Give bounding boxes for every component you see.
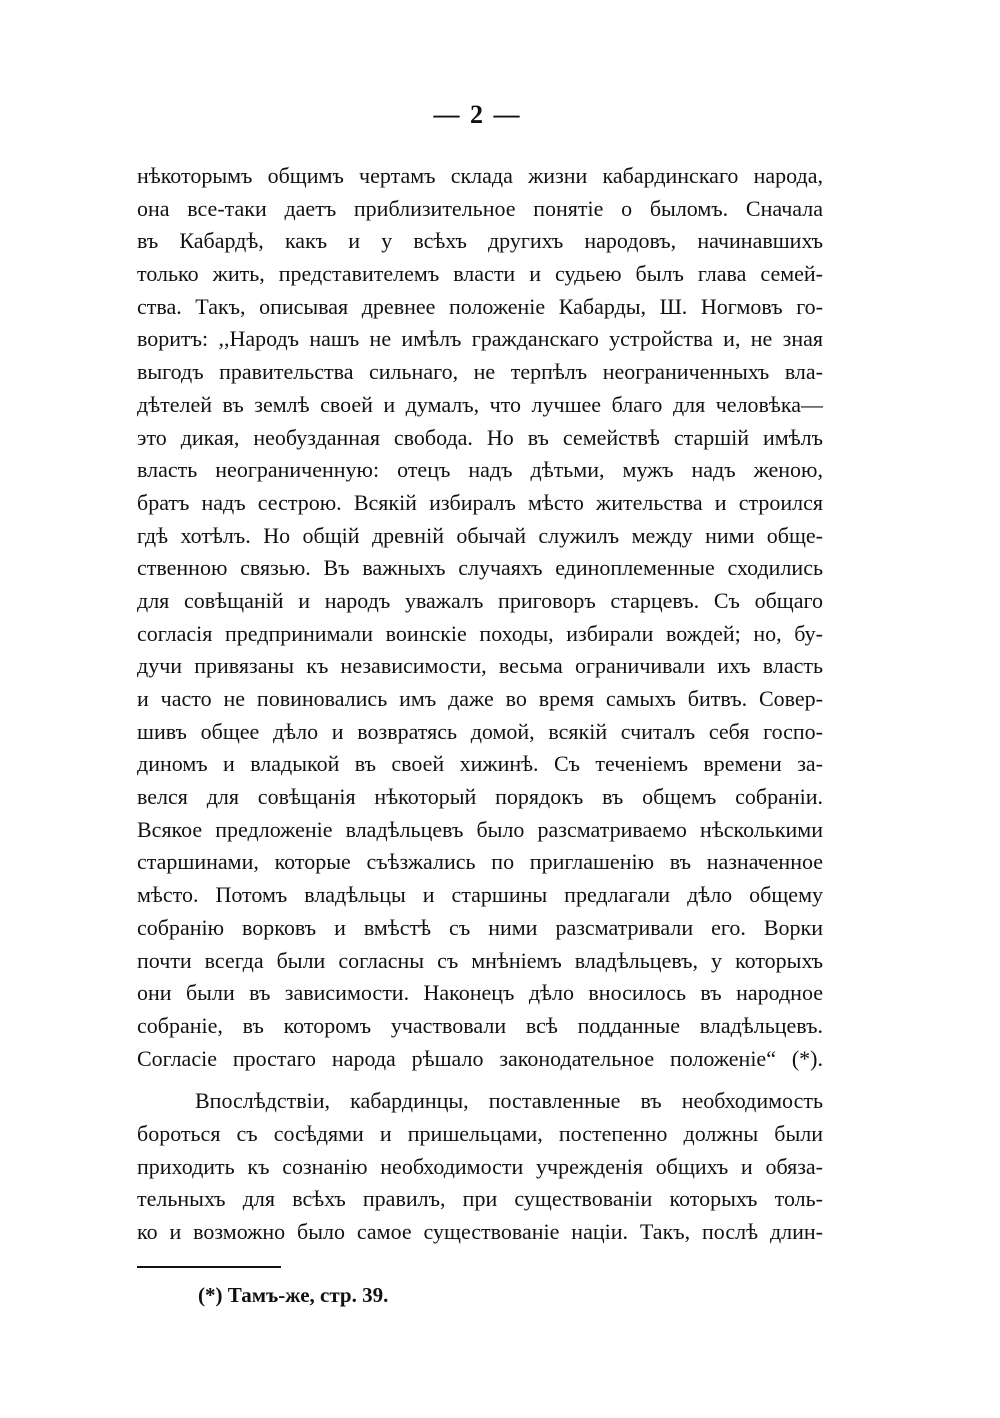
text-line: только жить, представителемъ власти и судьею былъ глава семей- xyxy=(137,261,823,287)
text-line: выгодъ правительства сильнаго, не терпѣлъ неограниченныхъ вла- xyxy=(137,359,823,385)
text-line: старшинами, которые съѣзжались по приглашенію въ назначенное xyxy=(137,849,823,875)
text-line: собранію ворковъ и вмѣстѣ съ ними разсматривали его. Ворки xyxy=(137,914,823,940)
text-line: они были въ зависимости. Наконецъ дѣло вносилось въ народное xyxy=(137,980,823,1006)
text-line: дѣтелей въ землѣ своей и думалъ, что лучшее благо для человѣка— xyxy=(137,391,823,417)
text-line: въ Кабардѣ, какъ и у всѣхъ другихъ народовъ, начинавшихъ xyxy=(137,228,823,254)
text-line: диномъ и владыкой въ своей хижинѣ. Съ теченіемъ времени за- xyxy=(137,751,823,777)
footnote: (*) Тамъ-же, стр. 39. xyxy=(198,1283,389,1307)
text-line: это дикая, необузданная свобода. Но въ семействѣ старшій имѣлъ xyxy=(137,424,823,450)
text-line: бороться съ сосѣдями и пришельцами, постепенно должны были xyxy=(137,1120,823,1146)
text-line: власть неограниченную: отецъ надъ дѣтьми, мужъ надъ женою, xyxy=(137,457,823,483)
text-line: ства. Такъ, описывая древнее положеніе Кабарды, Ш. Ногмовъ го- xyxy=(137,293,823,319)
text-line: собраніе, въ которомъ участвовали всѣ подданные владѣльцевъ. xyxy=(137,1012,823,1038)
text-line: Согласіе простаго народа рѣшало законодательное положеніе“ (*). xyxy=(137,1045,823,1071)
text-line: почти всегда были согласны съ мнѣніемъ владѣльцевъ, у которыхъ xyxy=(137,947,823,973)
text-line: для совѣщаній и народъ уважалъ приговоръ старцевъ. Съ общаго xyxy=(137,587,823,613)
text-line: она все-таки даетъ приблизительное понятіе о быломъ. Сначала xyxy=(137,195,823,221)
text-line: тельныхъ для всѣхъ правилъ, при существованіи которыхъ толь- xyxy=(137,1186,823,1212)
paragraph-1 xyxy=(137,160,823,1075)
text-line: мѣсто. Потомъ владѣльцы и старшины предлагали дѣло общему xyxy=(137,882,823,908)
text-line: нѣкоторымъ общимъ чертамъ склада жизни кабардинскаго народа, xyxy=(137,163,823,188)
paragraph-2 xyxy=(137,1085,823,1248)
body-text xyxy=(137,160,823,1249)
page-number: — 2 — xyxy=(433,100,522,129)
text-line: ственною связью. Въ важныхъ случаяхъ единоплеменные сходились xyxy=(137,555,823,581)
text-line: ко и возможно было самое существованіе націи. Такъ, послѣ длин- xyxy=(137,1219,823,1244)
text-line: согласія предпринимали воинскіе походы, избирали вождей; но, бу- xyxy=(137,620,823,646)
text-line: Всякое предложеніе владѣльцевъ было разсматриваемо нѣсколькими xyxy=(137,816,823,842)
text-line: воритъ: ,,Народъ нашъ не имѣлъ гражданскаго устройства и, не зная xyxy=(137,326,823,352)
text-line: братъ надъ сестрою. Всякій избиралъ мѣсто жительства и строился xyxy=(137,489,823,515)
text-line: шивъ общее дѣло и возвратясь домой, всякій считалъ себя госпо- xyxy=(137,718,823,744)
text-line: велся для совѣщанія нѣкоторый порядокъ въ общемъ собраніи. xyxy=(137,784,823,810)
text-line: гдѣ хотѣлъ. Но общій древній обычай служилъ между ними обще- xyxy=(137,522,823,548)
text-line: приходить къ сознанію необходимости учрежденія общихъ и обяза- xyxy=(137,1153,823,1179)
footnote-divider xyxy=(137,1266,281,1268)
text-line: и часто не повиновались имъ даже во время самыхъ битвъ. Совер- xyxy=(137,686,823,711)
text-line: Впослѣдствіи, кабардинцы, поставленные въ необходимость xyxy=(195,1088,823,1114)
text-line: дучи привязаны къ независимости, весьма ограничивали ихъ власть xyxy=(137,653,823,679)
